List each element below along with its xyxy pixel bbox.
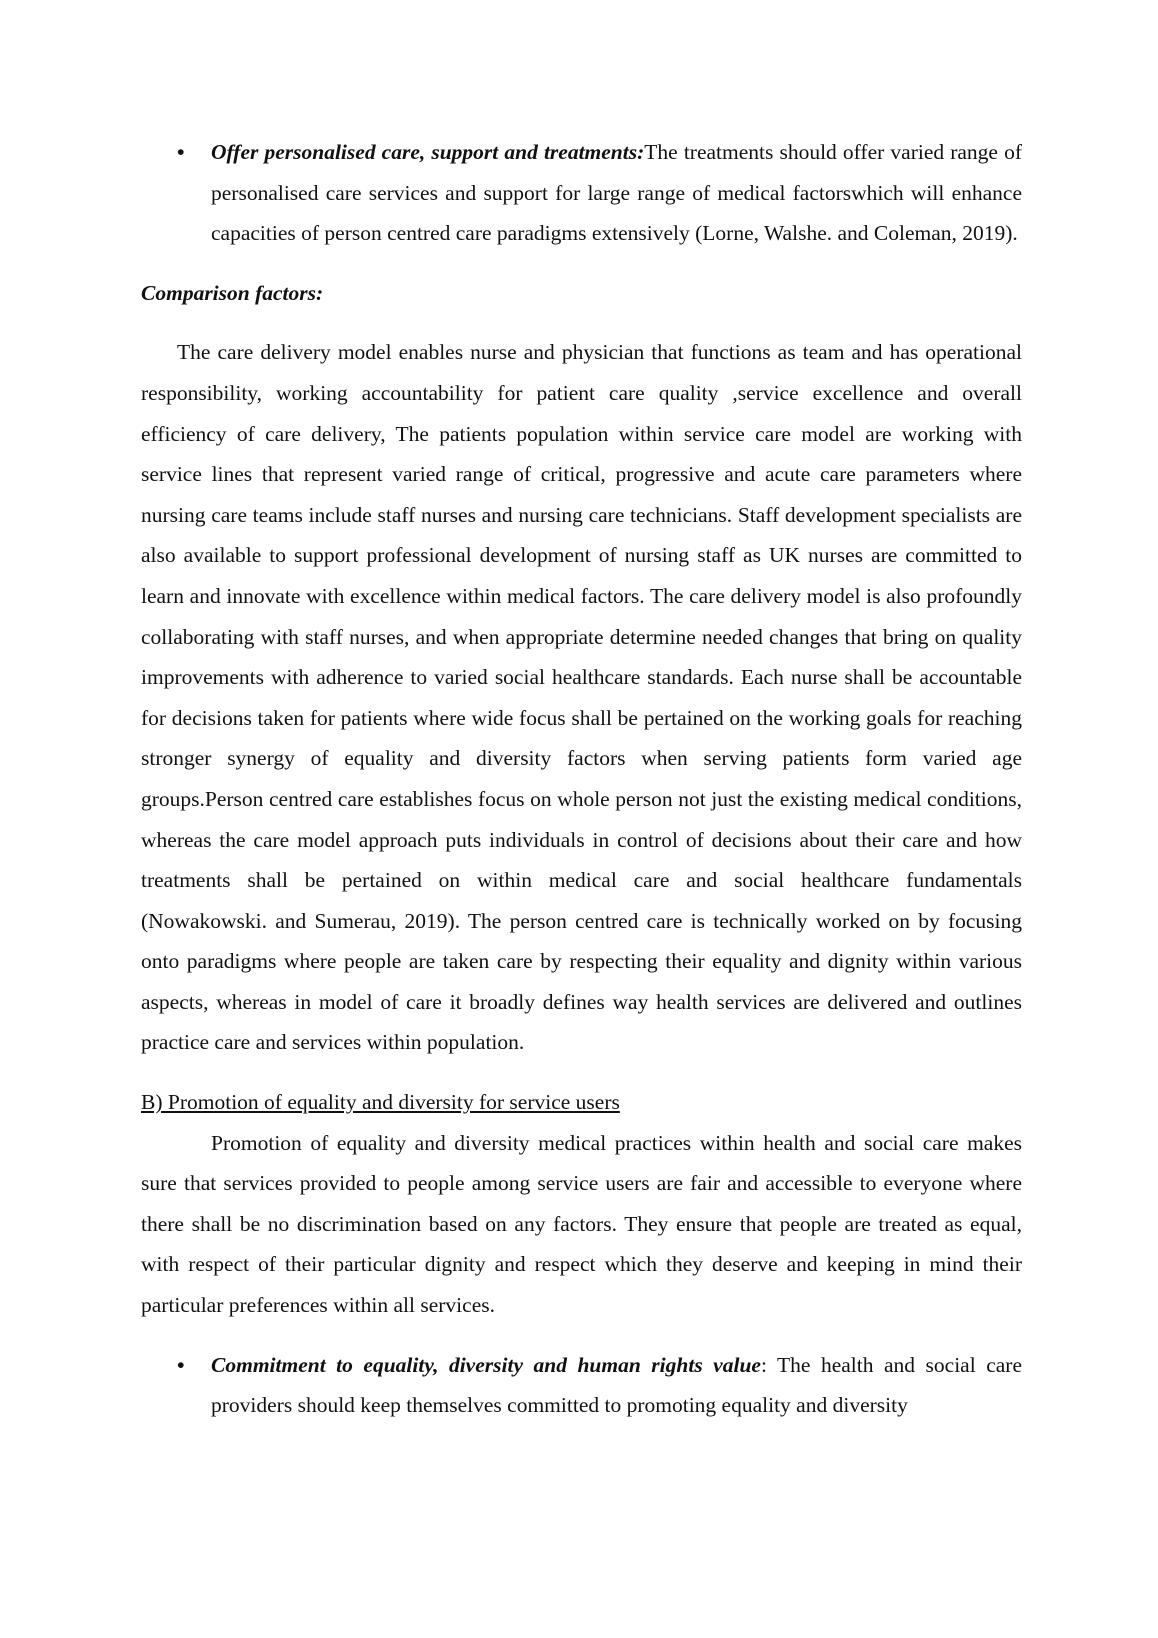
document-page <box>141 132 1022 1426</box>
bullet-text: The treatments should offer varied range of personalised care services and support for large range of medical factorswhich will enhance capacities of person centred care paradigms extensively (Lorne, Walshe. and Coleman, 2019). <box>211 140 1022 246</box>
section-heading-promotion: B) Promotion of equality and diversity for service users <box>141 1090 620 1115</box>
body-paragraph-comparison: The care delivery model enables nurse and physician that functions as team and has operational responsibility, working accountability for patient care quality ,service excellence and overall efficiency of care delivery, The patients population within service care model are working with service lines that represent varied range of critical, progressive and acute care parameters where nursing care teams include staff nurses and nursing care technicians. Staff development specialists are also available to support professional development of nursing staff as UK nurses are committed to learn and innovate with excellence within medical factors. The care delivery model is also profoundly collaborating with staff nurses, and when appropriate determine needed changes that bring on quality improvements with adherence to varied social healthcare standards. Each nurse shall be accountable for decisions taken for patients where wide focus shall be pertained on the working goals for reaching stronger synergy of equality and diversity factors when serving patients form varied age groups.Person centred care establishes focus on whole person not just the existing medical conditions, whereas the care model approach puts individuals in control of decisions about their care and how treatments shall be pertained on within medical care and social healthcare fundamentals (Nowakowski. and Sumerau, 2019). The person centred care is technically worked on by focusing onto paradigms where people are taken care by respecting their equality and dignity within various aspects, whereas in model of care it broadly defines way health services are delivered and outlines practice care and services within population. <box>141 340 1022 1055</box>
body-paragraph-promotion: Promotion of equality and diversity medical practices within health and social care makes sure that services provided to people among service users are fair and accessible to everyone where there shall be no discrimination based on any factors. They ensure that people are treated as equal, with respect of their particular dignity and respect which they deserve and keeping in mind their particular preferences within all services. <box>141 1130 1022 1318</box>
bullet-title: Commitment to equality, diversity and human rights value <box>211 1352 761 1377</box>
bullet-item-commitment <box>141 1345 1022 1426</box>
bullet-icon: • <box>177 1352 185 1377</box>
bullet-icon: • <box>177 140 185 164</box>
bullet-item-personalised-care <box>141 132 1022 254</box>
bullet-title: Offer personalised care, support and treatments: <box>211 140 645 164</box>
section-heading-comparison: Comparison factors: <box>141 280 324 305</box>
bullet-text: : The health and social care providers should keep themselves committed to promoting equality and diversity <box>211 1352 1022 1418</box>
